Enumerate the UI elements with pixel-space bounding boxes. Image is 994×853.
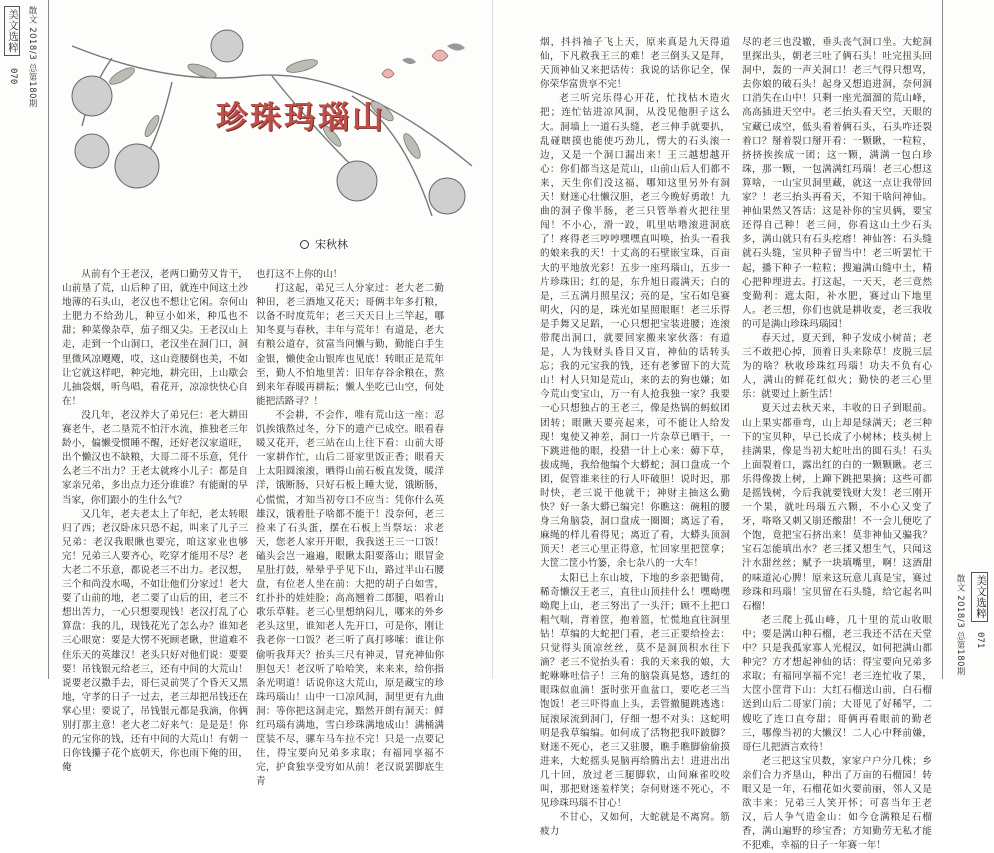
paragraph: 太阳已上东山坡，下地的乡亲把锄荷，稀奇懒汉王老三，直往山顶挂什么！嘿呦嘿呦爬上山，老三努出了一头汗；顾不上把口粗气喘，背着筐，抱着篮，忙慌地直往洞里钻！草编的大蛇把门看，老三正要给捡去：只觉得头顶凉丝丝，莫不是洞顶积水往下滴？老三不觉抬头看：我的天来我的娘，大蛇咻咻吐信子！三角的脑袋真晃悠，透红的眼珠似血滴！蛋时张开血盆口，要吃老三当饱饭！老三吓得血上头，丢管撤腿跳逃逃：屁滚尿流到洞门，仔细一想不对头：这蛇明明是我草编编。如何成了活物把我吓跛脚？财迷不死心，老三又驻腰，瞧手瞧脚偷偷摸进来，大蛇摇头晃脑再给腾出去！进进出出几十回，放过老三腿脚软，山间麻雀咬咬叫，那把财迷羞样笑；奈何财迷不死心，不见珍珠玛瑙不甘心！	[540, 572, 730, 810]
author-line	[300, 236, 348, 252]
left-margin-rule	[48, 0, 49, 679]
issue-info-left: 散文 2018/3 总第180期	[27, 6, 37, 109]
text-column-2	[256, 268, 444, 788]
paragraph: 从前有个王老汉，老两口勤劳又肯干，山前垦了荒，山后种了田，就连中间这土沙地薄的石头山，老汉也不想让它闲。奈何山土肥力不给劲儿，种豆小如米，种瓜也不甜；种菜像杂草，茄子细又尖。王老汉山上走，走到一个山洞口，老汉坐在洞门口，洞里微风凉飕飕，哎，这山竟腰倒也美，不如让它就这样吧，种完地，耕完田，上山歇会儿抽袋烟，听鸟唱，看花开，凉凉快快心自在！	[62, 269, 248, 407]
left-margin	[0, 0, 48, 679]
paragraph: 又几年，老夫老太上了年纪，老太转眼归了西；老汉卧床只恐不起，叫来了儿子三兄弟：老汉我眼瞅也要完，咱这家业也够完！兄弟三人要齐心，吃穿才能用不尽？老大老二不乐意，都说老三不出力。老汉想，三个和尚没水喝，不如让他们分家过！老大要了山前的地，老二要了山后的田，老三不想出苦力，一心只想要现钱！老汉打乱了心算盘：我的儿，现钱花光了怎么办？谁知老三心眼宽：要是大愣不死顾老瞅，世道难不住乐天的英雄汉！老头只好对他们说：要要要！吊钱银元给老三，还有中间的大荒山！说要老汉撒手去，哥仨灵前哭了个昏天又黑地，守孝的日子一过去，老三却把吊钱还在掌心里：要说了，吊钱银元都是我滴，你俩别打那主意！老大老二好来气：是是是！你的元宝你的钱，还有中间的大荒山！有朝一日你钱攥子花个底朝天，你也雨下俺的田，俺	[62, 508, 248, 774]
paragraph: 老三听完乐得心开花，忙找枯木造火把；连忙钻进凉风洞，从没见他胆子这么大。洞墙上一道石头缝，老三伸手就要扒，乱碰瞎摸也能使巧劲儿，愣大的石头滚一边，又是一个洞口漏出来！王三越想越开心：你们都当这是荒山，山前山后人们都不来，天生你们没这福，哪知这里另外有洞天！财迷心壮懒汉胆，老三今晚好勇敢！九曲的洞子像半肠，老三只管举着火把往里闯！不小心，滑一跤，叽里咕噜滚进洞底了！疼得老三哼哼嘿嘿直叫唤，抬头一看我的娘来我的天！十丈高的石壁嵌宝珠，百亩大的平地放光彩！五步一座玛瑙山，五步一片珍珠田；红的是，东升旭日霞满天；白的是，三五满月照星汉；亮的是，宝石如皂赛明火，闪的是，珠光如星照眼眶！老三乐得是手舞又足蹈，一心只想把宝装进腰；连滚带爬出洞口，就要回家搬来家伙落：有道是，人为钱财头昏目又盲，神仙的话转头忘；我的元宝我的钱，还有老爹留下的大荒山！村人只知是荒山，来的去的狗也嫌；如今荒山变宝山，万一有人抢我独一家？我要一心只想独占的王老三，像是热锅的蚂蚁团团转；眼瞅天要亮起来，可不能让人给发现！鬼使又神差，洞口一片杂草已晒干，一下跳进他的眼，投猎一计上心来：薅下草，拔成绳，我给他编个大蟒蛇；洞口盘成一个团，促管谁来往的行人吓破胆！说时迟，那时快，老三说干他就干；神财主抽这么勤快？好一条大蟒已编完！你瞧这：碗粗的腰身三角脑袋，洞口盘成一圈圈；离远了看，麻绳的样儿看得见；离近了看，大蟒头顶洞顶天！老三心里正得意，忙回家里把筐拿；大筐二筐小竹篓，余七杂八的一大车！	[540, 93, 730, 570]
paragraph: 春天过，夏天到，种子发成小树苗；老三不敢把心掉，顶着日头来除草！皮脱三层为的啥？秋收珍珠红玛瑙！功夫不负有心人，满山的鲜花红似火；勤快的老三心里乐：就要过上新生活！	[742, 332, 932, 401]
page-number-left: 070	[8, 68, 18, 85]
text-column-1	[62, 268, 248, 774]
paragraph: 不甘心，又如何，大蛇就是不离窝。筋疲力	[540, 812, 730, 838]
page-number-right: 071	[975, 632, 985, 649]
paragraph: 也打这不上你的山！	[256, 269, 343, 280]
paragraph: 老三把这宝贝数，家家户户分几株；乡亲们合力齐垦山，种出了万亩的石榴园！转眼又是一年，石榴花如火要前丽，邻人又是欲丰来：兄弟三人笑开怀；可喜当年王老汉，后人争气造金山：如今仓满粮足石榴香，满山遍野的珍宝香；方知勤劳无私才能不犯难，幸福的日子一年赛一年！	[742, 755, 932, 852]
article-title: 珍珠玛瑙山	[216, 100, 386, 136]
paragraph: 老三爬上孤山峰，几十里的荒山收眼中；要是满山种石榴，老三我还不活在天堂中？只是我孤家寡人光棍汉，如何把满山都种完？方才想起神仙的话：得宝要向兄弟多求取；有福同享福不完！老三连忙收了果，大筐小筐背下山：大红石榴送山前，白石榴送到山后二哥家门前；大哥见了好稀罕，二嫂吃了连口直夸甜；哥俩再看眼前的勤老三，哪像当初的大懒汉！二人心中释前嫌，哥仨儿把酒言欢待！	[742, 614, 932, 753]
text-column-3	[540, 36, 730, 838]
paragraph: 打这起，弟兄三人分家过：老大老二勤种田，老三酒地又花天；哥俩丰年多打粮，以备不时度荒年；老三天天日上三竿起，哪知冬夏与春秋，丰年与荒年！有道是，老大有粮公道存，贫富当问懒与勤，勤能白手生金银，懒使金山银库也见底！转眼正是荒年至，勤人不怕地里苦：旧年存谷余粮在，熬到来年春暖再耕耘；懒人坐吃已山空，何处能把活路寻？！	[256, 283, 444, 407]
right-margin	[942, 0, 994, 679]
paragraph: 不会耕，不会作，唯有荒山这一座：忍饥挨饿熬过冬，分下的遗产已成空。眼看春暖又花开，老三站在山上往下看：山前大哥一家耕作忙，山后二哥家里饭正香；眼看天上太阳圆滚滚，晒得山前石板直发烫，暖洋洋，饿断肠，只好石板上睡大觉，饿断肠，心慌慌，才知当初夸口不应当：凭你什么英雄汉，饿着肚子啥都不能干！没奈何，老三捡来了石头蛋，摆在石板上当祭坛：求老天，您老人家开开眼，我我送王三一口饭！磕头会岂一遍遍，眼瞅太阳要落山；眼冒金星肚打鼓，晕晕乎乎见下山，路过半山石腰盘，有位老人坐在前：大把的胡子白如雪，红扑扑的娃娃脸；高高翘着二郎腿，唱着山歌乐草鞋。老三心里想纳闷儿，哪来的外乡老头这里，谁知老人先开口，可是你，刚让我老你一口饭？老三听了真打哆嗦：谁让你偷听我拜天？抬头三尺有神灵，冒充神仙你胆包天！老汉听了哈哈笑，来来来，给你指条光明道！话说你这大荒山，原是藏宝的珍珠玛瑙山！山中一口凉风洞，洞里更有九曲洞：等你把这洞走完，黯然开朗有洞天：鲜红玛瑙有满地，雪白珍珠满地成山！满桶满筐装不尽，骡车马车拉不完！只是一点要记住，得宝要向兄弟多求取；有福同享福不完，护食独享受穷如从前！老汉说罢脚底生青	[256, 409, 444, 788]
page-gutter	[492, 0, 493, 679]
text-column-4	[742, 36, 932, 852]
author-bullet-icon	[300, 240, 309, 249]
paragraph: 烟，抖抖袖子飞上天，原来真是九天得道仙，下凡救我王三的难！老三倒头又是拜，天顶神仙又来把话传：我说的话你记全，保你荣华富贵享不完！	[540, 37, 730, 91]
paragraph: 夏天过去秋天来，丰收的日子到眼前。山上果实都垂弯，山上却是绿满天；老三种下的宝贝种，早已长成了小树林；枝头树上挂满果，像是当初大蛇吐出的圆石头！石头上面裂着口，露出红的白的一颗颗瞅。老三乐得像拨上树，上蹿下跳把果摘；这些可都是摇钱树，今后我就要钱财大发！老三刚开一个果，就吐玛瑙五六颗，不小心又变了牙，咯咯又刺又崩还酸甜！不一会儿便吃了个饱，竟把宝石挤出来！莫非神仙又骗我？宝石怎能填出水？老三揉又想生气，只闻这汁水甜丝丝；赋予一块填嘴里，啊！这酒甜的味道沁心脾！原来这玩意儿真是宝，赛过珍珠和玛瑙！宝贝留在石头缝，给它起名叫石榴！	[742, 403, 932, 612]
issue-info-right: 散文 2018/3 总第180期	[955, 574, 965, 677]
right-margin-rule	[942, 0, 943, 679]
paragraph: 尽的老三也没辙，垂头丧气洞口坐。大蛇洞里探出头，朝老三吐了俩石头！吐完扭头回洞中，轰的一声关洞口！老三气得只想骂，去你娘的破石头！起身又想追进洞，奈何洞口消失在山中！只剩一座光溜溜的荒山峰，高高插进天空中。老三抬头看天空，天眼的宝藏已成空，低头看着俩石头，石头咋还裂着口？掰着裂口掰开看：一颗瞅，一粒粒，挤挤挨挨成一团；这一颗，满满一包白珍珠，那一颗，一包满满红玛瑙！老三心想这算啥，一山宝贝洞里藏，就这一点让我带回家？！老三抬头再看天，不知干啥问神仙。神仙果然又答话：这是补你的宝贝俩，要宝还得自己种！老三问，你看这山土少石头多，满山就只有石头疙瘩！神仙答：石头缝就石头缝，宝贝种子留当中！老三听罢忙干起，播下种子一粒粒；搜遍满山缝中土，精心把种埋进去。打这起，一天天，老三竟然变勤利：遮太阳，补水肥，赛过山下地里人。老三想，你们也就是耕收麦，老三我收的可是满山珍珠玛瑙园！	[742, 37, 932, 330]
section-tag-right: 美文选粹	[971, 572, 988, 622]
author-name: 宋秋林	[315, 238, 348, 251]
section-tag-left: 美文选粹	[4, 6, 20, 56]
paragraph: 没几年，老汉养大了弟兄仨：老大耕田赛老牛，老二垦荒不怕汗水流，推独老三年龄小，偏懒受惯睡不醒，还好老汉家道旺，出个懒汉也不缺粮，大哥二哥不乐意，凭什么老三不出力？王老太就疼小儿子：都是自家亲兄弟，多出点力还分谁谁？有能耐的早当家，你们跟小的生什么气？	[62, 409, 248, 506]
